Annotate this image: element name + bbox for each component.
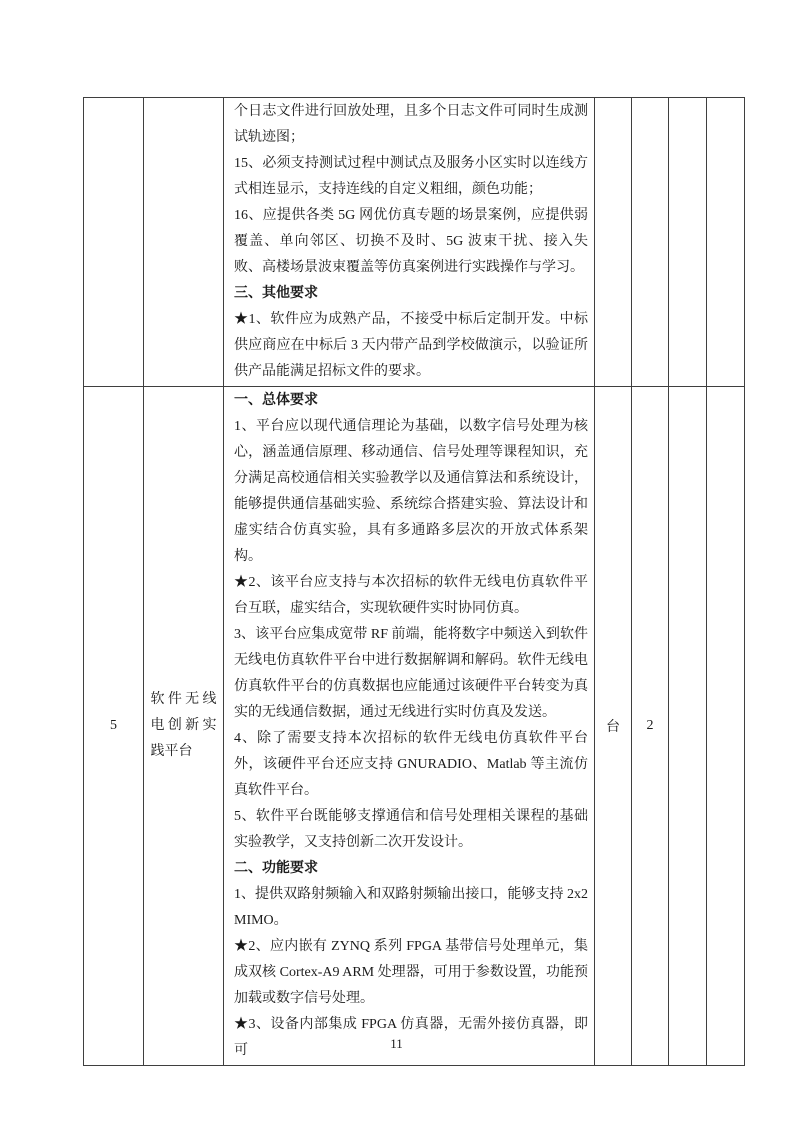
seq-cell-empty [84,98,144,387]
spec-paragraph: ★2、该平台应支持与本次招标的软件无线电仿真软件平台互联，虚实结合，实现软硬件实时协同仿真。 [234,575,588,616]
table-row-item5 [84,387,745,1066]
item-name-line: 电创新实 [150,718,217,733]
spec-paragraph: 1、提供双路射频输入和双路射频输出接口，能够支持 2x2 MIMO。 [234,887,588,928]
extra-cell-1 [669,98,707,387]
spec-paragraph: 3、该平台应集成宽带 RF 前端，能将数字中频送入到软件无线电仿真软件平台中进行数据解调和解码。软件无线电仿真软件平台的仿真数据也应能通过该硬件平台转变为真实的无线通信数据，通过无线进行实时仿真及发送。 [234,627,588,720]
item-name-line: 软件无线 [150,692,217,707]
extra-cell-2 [707,98,745,387]
spec-cell-item5 [224,387,595,1066]
equipment-spec-table [83,97,745,1066]
spec-paragraph: 1、平台应以现代通信理论为基础，以数字信号处理为核心，涵盖通信原理、移动通信、信号处理等课程知识，充分满足高校通信相关实验教学以及通信算法和系统设计，能够提供通信基础实验、系统综合搭建实验、算法设计和虚实结合仿真实验，具有多通路多层次的开放式体系架构。 [234,419,588,564]
qty-cell: 2 [632,387,669,1066]
unit-cell: 台 [595,387,632,1066]
spec-paragraph: ★3、设备内部集成 FPGA 仿真器，无需外接仿真器，即可 [234,1017,588,1058]
item-name [151,687,217,765]
spec-cell-continuation [224,98,595,387]
spec-section-heading: 三、其他要求 [234,286,318,301]
extra-cell-2 [707,387,745,1066]
item-name-line: 践平台 [150,744,193,759]
name-cell-empty [144,98,224,387]
spec-section-heading: 一、总体要求 [234,393,318,408]
item-name-cell [144,387,224,1066]
spec-section-heading: 二、功能要求 [234,861,318,876]
spec-paragraph: 16、应提供各类 5G 网优仿真专题的场景案例，应提供弱覆盖、单向邻区、切换不及时、5G 波束干扰、接入失败、高楼场景波束覆盖等仿真案例进行实践操作与学习。 [234,208,588,275]
spec-paragraph: 4、除了需要支持本次招标的软件无线电仿真软件平台外，该硬件平台还应支持 GNURADIO、Matlab 等主流仿真软件平台。 [234,731,588,798]
qty-cell-empty [632,98,669,387]
spec-paragraph: 个日志文件进行回放处理，且多个日志文件可同时生成测试轨迹图； [234,104,588,145]
seq-cell: 5 [84,387,144,1066]
page-number: 11 [390,1036,403,1051]
spec-paragraph: 15、必须支持测试过程中测试点及服务小区实时以连线方式相连显示，支持连线的自定义粗细，颜色功能； [234,156,588,197]
unit-cell-empty [595,98,632,387]
table-row-continuation [84,98,745,387]
spec-paragraph: ★1、软件应为成熟产品，不接受中标后定制开发。中标供应商应在中标后 3 天内带产品到学校做演示，以验证所供产品能满足招标文件的要求。 [234,312,588,379]
extra-cell-1 [669,387,707,1066]
spec-paragraph: 5、软件平台既能够支撑通信和信号处理相关课程的基础实验教学，又支持创新二次开发设计。 [234,809,588,850]
spec-paragraph: ★2、应内嵌有 ZYNQ 系列 FPGA 基带信号处理单元，集成双核 Cortex-A9 ARM 处理器，可用于参数设置，功能预加载或数字信号处理。 [234,939,588,1006]
